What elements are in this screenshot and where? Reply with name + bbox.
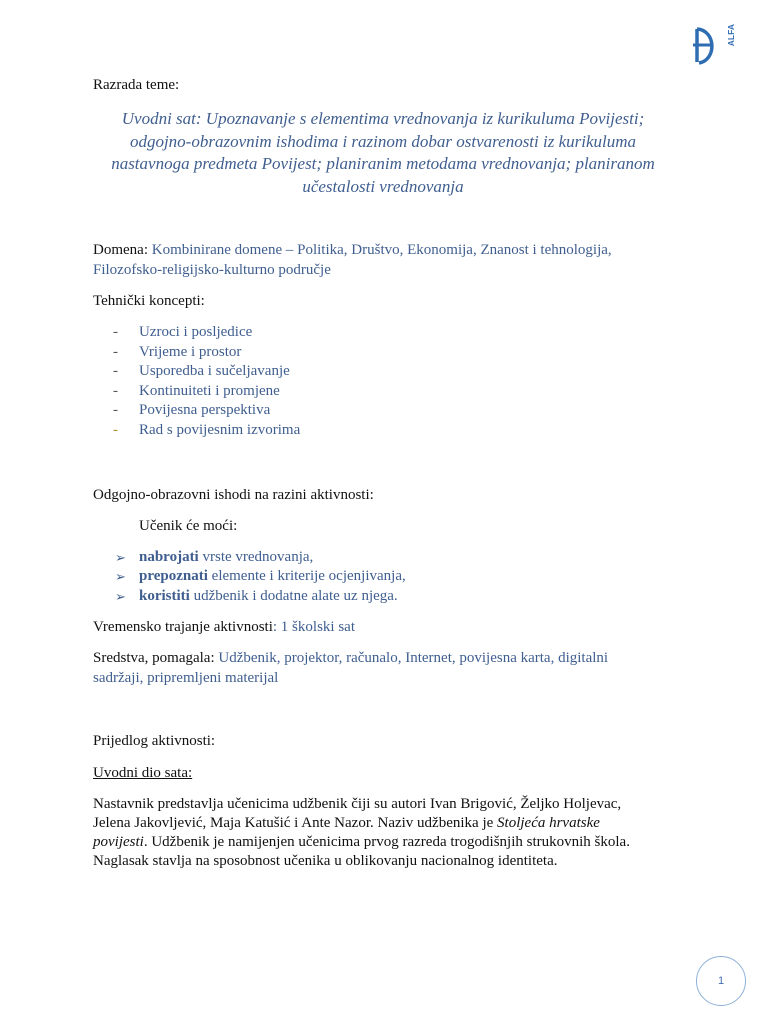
list-item: - Usporedba i sučeljavanje xyxy=(113,362,300,382)
arrow-bullet-icon: ➢ xyxy=(115,569,126,585)
heading: Razrada teme: xyxy=(93,77,180,93)
concepts-list xyxy=(113,323,300,441)
dash-bullet: - xyxy=(113,343,118,360)
resources-value: Udžbenik, projektor, računalo, Internet, povijesna karta, digitalni xyxy=(214,650,609,666)
dash-bullet: - xyxy=(113,324,118,340)
dash-bullet: - xyxy=(113,402,118,419)
list-item: - Vrijeme i prostor xyxy=(113,343,300,363)
intro-paragraph-line2: Jelena Jakovljević, Maja Katušić i Ante Nazor. Naziv udžbenika je Stoljeća hrvatske xyxy=(93,815,600,831)
duration-line xyxy=(93,618,683,638)
resources-label: Sredstva, pomagala: xyxy=(93,650,215,666)
resources-line2: sadržaji, pripremljeni materijal xyxy=(93,670,279,686)
list-item: ➢ prepoznati elemente i kriterije ocjenjivanja, xyxy=(115,567,406,586)
dash-bullet: - xyxy=(113,363,118,380)
domain-line2: Filozofsko-religijsko-kulturno područje xyxy=(93,262,331,278)
proposal-label: Prijedlog aktivnosti: xyxy=(93,733,216,749)
domain-label: Domena: xyxy=(93,242,148,258)
page-number: 1 xyxy=(696,956,746,1006)
list-item: - Povijesna perspektiva xyxy=(113,401,300,421)
concepts-label: Tehnički koncepti: xyxy=(93,293,205,309)
list-item: - Uzroci i posljedice xyxy=(113,323,300,343)
book-title: Stoljeća hrvatske xyxy=(497,815,600,831)
domain-value: Kombinirane domene – Politika, Društvo, Ekonomija, Znanost i tehnologija, xyxy=(151,242,612,258)
outcomes-label: Odgojno-obrazovni ishodi na razini aktivnosti: xyxy=(93,487,374,503)
resources-line1 xyxy=(93,649,683,669)
list-item: - Kontinuiteti i promjene xyxy=(113,382,300,402)
dash-bullet: - xyxy=(113,382,118,399)
outcomes-intro: Učenik će moći: xyxy=(139,518,238,534)
list-item: ➢ nabrojati vrste vrednovanja, xyxy=(115,548,406,567)
intro-section-label: Uvodni dio sata: xyxy=(93,765,193,781)
list-item: - Rad s povijesnim izvorima xyxy=(113,421,300,441)
outcomes-list xyxy=(115,548,406,606)
intro-paragraph-line1: Nastavnik predstavlja učenicima udžbenik čiji su autori Ivan Brigović, Željko Holjevac, xyxy=(93,796,622,812)
duration-value: : 1 školski sat xyxy=(272,619,355,635)
duration-label: Vremensko trajanje aktivnosti xyxy=(93,619,273,635)
lesson-title: Uvodni sat: Upoznavanje s elementima vrednovanja iz kurikuluma Povijesti; odgojno-obrazovnim ishodima i razinom dobar ostvarenosti iz kurikuluma nastavnoga predmeta Povijest; planiranim metodama vrednovanja; planiranom učestalosti vrednovanja xyxy=(111,109,655,196)
domain-line1 xyxy=(93,241,683,261)
book-title-cont: povijesti xyxy=(93,834,144,850)
dash-bullet: - xyxy=(113,421,118,438)
list-item: ➢ koristiti udžbenik i dodatne alate uz njega. xyxy=(115,587,406,606)
intro-paragraph-line4: Naglasak stavlja na sposobnost učenika u oblikovanju nacionalnog identiteta. xyxy=(93,853,558,869)
arrow-bullet-icon: ➢ xyxy=(115,550,126,565)
arrow-bullet-icon: ➢ xyxy=(115,588,126,604)
intro-paragraph-line3: povijesti. Udžbenik je namijenjen učenicima prvog razreda trogodišnjih strukovnih škola. xyxy=(93,834,630,850)
logo-text: ALFA xyxy=(726,24,736,47)
